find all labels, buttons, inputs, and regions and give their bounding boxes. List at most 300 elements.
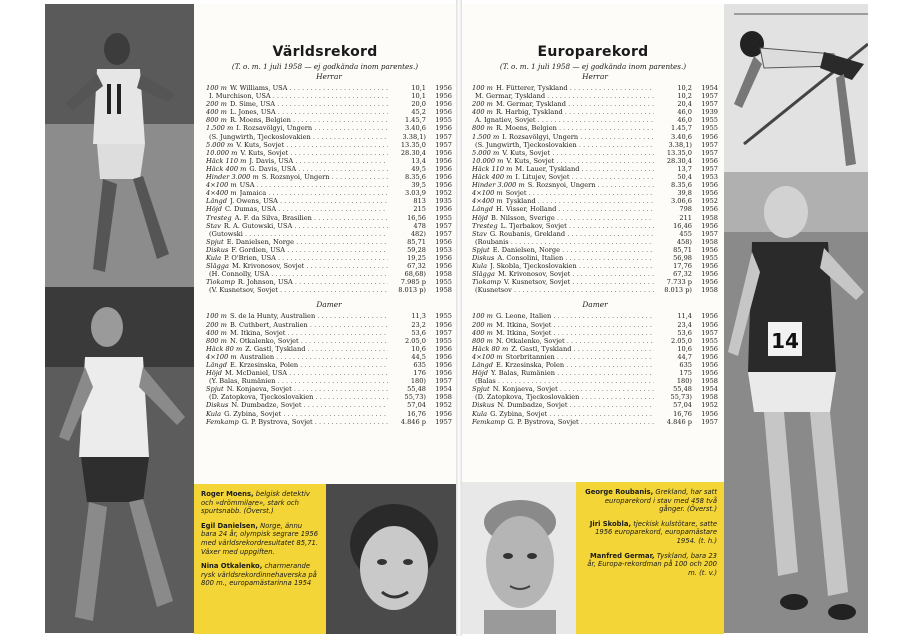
world-women-record-result: 4.846 p <box>400 417 426 426</box>
world-men-record-holder: (H. Connolly, USA . . . <box>209 270 388 278</box>
europe-men-record-holder: M. Krivonosov, Sovjet . . . <box>498 270 654 278</box>
europe-women-record-holder: (Balas . . . <box>475 377 654 385</box>
world-women-record-year: 1958 <box>435 393 452 402</box>
world-men-record-row <box>206 181 452 189</box>
world-men-record-year: 1956 <box>435 205 452 214</box>
europe-women-record-row <box>472 337 718 345</box>
world-men-record-year: 1957 <box>435 229 452 238</box>
world-men-record-holder: P. O'Brien, USA . . . <box>224 254 388 262</box>
world-men-record-year: 1957 <box>435 140 452 149</box>
world-women-record-year: 1957 <box>435 377 452 386</box>
europe-women-heading: Damer <box>582 300 608 310</box>
europe-men-record-result: 455 <box>679 229 692 238</box>
world-men-record-event: Tresteg <box>206 213 232 222</box>
europe-women-record-year: 1956 <box>701 344 718 353</box>
world-men-record-row <box>206 84 452 92</box>
world-men-record-event: 4×400 m <box>206 189 237 198</box>
world-women-record-result: 16,76 <box>407 409 426 418</box>
world-men-record-result: 39,5 <box>411 181 426 190</box>
world-men-record-holder: F. Gordien, USA . . . <box>231 246 388 254</box>
world-men-record-row <box>206 108 452 116</box>
europe-men-record-holder: V. Kuts, Sovjet . . . <box>502 149 654 157</box>
europe-women-record-event: 800 m <box>472 336 493 345</box>
world-men-record-holder: W. Williams, USA . . . <box>230 84 388 92</box>
europe-men-record-event: Hinder 3.000 m <box>472 181 525 190</box>
world-men-record-holder: R. Johnson, USA . . . <box>238 278 388 286</box>
europe-men-record-result: 46,0 <box>677 108 692 117</box>
europe-men-record-result: 67,32 <box>673 270 692 279</box>
world-men-record-result: 813 <box>413 197 426 206</box>
right-captions <box>576 482 724 634</box>
world-men-record-result: 19,25 <box>407 253 426 262</box>
europe-women-record-row <box>472 369 718 377</box>
world-men-record-result: 1.45,7 <box>405 116 426 125</box>
world-men-record-event: 5.000 m <box>206 140 234 149</box>
europe-men-record-holder: M. Germar, Tyskland . . . <box>475 92 654 100</box>
world-men-record-year: 1956 <box>435 92 452 101</box>
world-men-record-result: 13,4 <box>411 156 426 165</box>
europe-men-record-year: 1957 <box>701 164 718 173</box>
europe-men-record-row <box>472 165 718 173</box>
world-men-record-holder: (V. Kusnetsov, Sovjet . . . <box>209 286 388 294</box>
europe-men-record-year: 1956 <box>701 270 718 279</box>
world-men-record-holder: V. Kuts, Sovjet . . . <box>236 141 388 149</box>
world-men-record-result: 10,1 <box>411 84 426 92</box>
world-women-record-holder: G. Zybina, Sovjet . . . <box>224 410 388 418</box>
world-men-record-row <box>206 246 452 254</box>
world-men-record-result: 16,56 <box>407 213 426 222</box>
world-men-record-row <box>206 222 452 230</box>
world-men-record-event: 800 m <box>206 116 227 125</box>
left-captions <box>194 484 326 634</box>
europe-women-record-year: 1952 <box>701 401 718 410</box>
world-women-record-result: 180) <box>410 377 426 386</box>
europe-women-record-result: 10,6 <box>677 344 692 353</box>
world-women-record-result: 23,2 <box>411 320 426 329</box>
europe-women-record-result: 53,6 <box>677 328 692 337</box>
europe-men-record-result: 3.40,6 <box>671 132 692 141</box>
europe-men-record-result: 28.30,4 <box>666 156 692 165</box>
world-men-record-year: 1952 <box>435 189 452 198</box>
europe-women-record-holder: (D. Zatopkova, Tjeckoslovakien . . . <box>475 393 654 401</box>
europe-women-record-holder: G. P. Bystrova, Sovjet . . . <box>508 418 654 426</box>
europe-men-record-holder: (Roubanis . . . <box>475 238 654 246</box>
world-women-record-row <box>206 329 452 337</box>
world-men-record-result: 3.03,9 <box>405 189 426 198</box>
world-women-record-event: 400 m <box>206 328 227 337</box>
europe-men-record-year: 1956 <box>701 132 718 141</box>
world-records-panel <box>194 4 456 484</box>
world-men-record-holder: Jamaica . . . <box>240 189 388 197</box>
world-men-record-holder: (S. Jungwirth, Tjeckoslovakien . . . <box>209 133 388 141</box>
europe-men-record-year: 1956 <box>701 156 718 165</box>
europe-men-record-result: 17,76 <box>673 262 692 271</box>
world-men-record-row <box>206 286 452 294</box>
europe-men-record-year: 1956 <box>701 181 718 190</box>
europe-women-record-result: 44,7 <box>677 352 692 361</box>
world-men-record-row <box>206 92 452 100</box>
world-men-record-row <box>206 189 452 197</box>
world-women-record-year: 1956 <box>435 352 452 361</box>
world-men-record-row <box>206 270 452 278</box>
world-men-record-row <box>206 100 452 108</box>
world-men-record-holder: S. Rozsnyoi, Ungern . . . <box>262 173 388 181</box>
world-women-record-year: 1955 <box>435 312 452 321</box>
world-women-record-result: 10,6 <box>411 344 426 353</box>
world-men-record-holder: D. Sime, USA . . . <box>230 100 388 108</box>
european-records-table <box>472 70 718 426</box>
europe-women-record-result: 16,76 <box>673 409 692 418</box>
world-men-record-result: 49,5 <box>411 164 426 173</box>
europe-women-record-year: 1954 <box>701 385 718 394</box>
world-men-record-event: Tiokamp <box>206 278 235 287</box>
world-men-record-event: 10.000 m <box>206 148 238 157</box>
world-women-record-row <box>206 385 452 393</box>
europe-men-record-result: 458) <box>676 237 692 246</box>
europe-men-record-year: 1955 <box>701 124 718 133</box>
world-men-record-result: 85,71 <box>407 237 426 246</box>
world-men-record-result: 28.30,4 <box>400 148 426 157</box>
europe-men-record-result: 8.35,6 <box>671 181 692 190</box>
world-men-record-event: 4×100 m <box>206 181 237 190</box>
europe-women-record-year: 1956 <box>701 369 718 378</box>
europe-men-record-holder: (S. Jungwirth, Tjeckoslovakien . . . <box>475 141 654 149</box>
world-women-record-row <box>206 321 452 329</box>
world-men-record-row <box>206 278 452 286</box>
europe-men-record-event: Spjut <box>472 245 490 254</box>
world-men-record-result: 67,32 <box>407 262 426 271</box>
europe-men-record-result: 8.013 p) <box>664 286 692 295</box>
europe-men-record-row <box>472 124 718 132</box>
world-women-record-result: 55,48 <box>407 385 426 394</box>
world-men-record-holder: C. Dumas, USA . . . <box>225 205 388 213</box>
europe-women-record-event: Kula <box>472 409 488 418</box>
europe-women-record-holder: N. Otkalenko, Sovjet . . . <box>496 337 654 345</box>
europe-men-record-holder: A. Consolini, Italien . . . <box>497 254 654 262</box>
europe-men-record-result: 20,4 <box>677 100 692 109</box>
europe-men-record-year: 1956 <box>701 189 718 198</box>
world-men-record-row <box>206 173 452 181</box>
europe-women-record-event: 100 m <box>472 312 493 321</box>
europe-men-record-row <box>472 262 718 270</box>
world-women-record-year: 1957 <box>435 417 452 426</box>
europe-men-record-result: 3.06,6 <box>671 197 692 206</box>
world-women-record-row <box>206 369 452 377</box>
europe-men-record-holder: E. Danielsen, Norge . . . <box>493 246 654 254</box>
europe-men-record-event: 400 m <box>472 108 493 117</box>
europe-men-record-year: 1956 <box>701 205 718 214</box>
europe-men-record-holder: Sovjet . . . <box>506 189 654 197</box>
europe-women-record-year: 1956 <box>701 409 718 418</box>
europe-men-record-result: 50,4 <box>677 173 692 182</box>
europe-men-heading: Herrar <box>582 72 608 81</box>
europe-men-record-year: 1957 <box>701 92 718 101</box>
world-women-record-year: 1957 <box>435 328 452 337</box>
world-records-subtitle: (T. o. m. 1 juli 1958 — ej godkända inom parentes.) <box>231 62 419 71</box>
europe-men-record-holder: A. Ignatiev, Sovjet . . . <box>475 116 654 124</box>
european-records-panel <box>462 4 724 482</box>
world-women-record-holder: Z. Gastl, Tyskland . . . <box>245 345 388 353</box>
world-women-record-holder: M. Itkina, Sovjet . . . <box>230 329 388 337</box>
europe-men-record-result: 3.38,1) <box>668 140 692 149</box>
europe-women-record-event: 400 m <box>472 328 493 337</box>
world-women-record-holder: S. de la Hunty, Australien . . . <box>230 312 388 320</box>
world-women-record-event: Häck 80 m <box>206 344 243 353</box>
europe-men-record-result: 10,2 <box>677 92 692 101</box>
europe-men-record-event: 800 m <box>472 124 493 133</box>
europe-men-record-row <box>472 189 718 197</box>
world-men-record-year: 1956 <box>435 181 452 190</box>
europe-women-record-holder: M. Itkina, Sovjet . . . <box>496 321 654 329</box>
europe-men-record-row <box>472 278 718 286</box>
europe-men-record-holder: V. Kuts, Sovjet . . . <box>506 157 654 165</box>
europe-men-record-row <box>472 116 718 124</box>
europe-men-record-result: 85,71 <box>673 245 692 254</box>
europe-women-record-event: Häck 80 m <box>472 344 509 353</box>
europe-women-record-row <box>472 410 718 418</box>
world-men-record-year: 1956 <box>435 262 452 271</box>
europe-men-record-event: 200 m <box>472 100 493 109</box>
europe-men-record-row <box>472 84 718 92</box>
world-men-record-holder: USA . . . <box>240 181 388 189</box>
world-women-heading: Damer <box>316 300 342 310</box>
europe-women-record-result: 55,48 <box>673 385 692 394</box>
europe-men-record-holder: L. Tjerbakov, Sovjet . . . <box>501 222 654 230</box>
europe-women-record-holder: M. Itkina, Sovjet . . . <box>496 329 654 337</box>
world-men-record-year: 1935 <box>435 197 452 206</box>
world-records-title: Världsrekord <box>272 44 378 60</box>
world-men-record-result: 20,0 <box>411 100 426 109</box>
world-women-record-result: 44,5 <box>411 352 426 361</box>
world-women-record-event: Längd <box>206 361 227 369</box>
world-men-record-year: 1956 <box>435 124 452 133</box>
europe-men-record-row <box>472 108 718 116</box>
caption-otkalenko: Nina Otkalenko, charmerande rysk världsrekordinnehaverska på 800 m., europamästarinna 1954 <box>201 562 317 588</box>
world-women-record-event: Kula <box>206 409 222 418</box>
europe-men-record-year: 1955 <box>701 116 718 125</box>
europe-women-record-year: 1956 <box>701 320 718 329</box>
world-women-record-row <box>206 337 452 345</box>
europe-men-record-holder: S. Rozsnyoi, Ungern . . . <box>528 181 654 189</box>
world-men-record-holder: J. Owens, USA . . . <box>230 197 388 205</box>
world-women-record-year: 1956 <box>435 361 452 369</box>
europe-men-record-result: 56,98 <box>673 253 692 262</box>
europe-women-record-holder: Storbritannien . . . <box>506 353 654 361</box>
europe-men-record-row <box>472 181 718 189</box>
world-men-record-holder: I. Murchison, USA . . . <box>209 92 388 100</box>
world-men-record-row <box>206 141 452 149</box>
world-men-record-result: 10,1 <box>411 92 426 101</box>
world-women-record-holder: N. Otkalenko, Sovjet . . . <box>230 337 388 345</box>
europe-men-record-event: Höjd <box>472 213 488 222</box>
europe-men-record-year: 1956 <box>701 245 718 254</box>
world-men-record-year: 1957 <box>435 221 452 230</box>
world-men-record-row <box>206 262 452 270</box>
europe-men-record-result: 13,7 <box>677 164 692 173</box>
europe-men-record-row <box>472 92 718 100</box>
europe-men-record-result: 7.733 p <box>666 278 692 287</box>
europe-men-record-holder: J. Skobla, Tjeckoslovakien . . . <box>490 262 654 270</box>
europe-women-record-result: 4.846 p <box>666 417 692 426</box>
world-men-record-result: 3.40,6 <box>405 124 426 133</box>
world-men-record-event: 400 m <box>206 108 227 117</box>
world-men-record-row <box>206 230 452 238</box>
world-men-record-year: 1956 <box>435 237 452 246</box>
world-men-record-event: 1.500 m <box>206 124 234 133</box>
world-men-record-event: Stav <box>206 221 221 230</box>
europe-women-record-holder: N. Konjaeva, Sovjet . . . <box>493 385 654 393</box>
europe-men-record-event: 1.500 m <box>472 132 500 141</box>
europe-women-record-event: Diskus <box>472 401 495 410</box>
europe-men-record-holder: M. Lauer, Tyskland . . . <box>515 165 654 173</box>
world-women-record-holder: (Y. Balas, Rumänien . . . <box>209 377 388 385</box>
world-men-record-year: 1956 <box>435 173 452 182</box>
europe-men-record-result: 10,2 <box>677 84 692 92</box>
world-women-record-row <box>206 353 452 361</box>
european-records-title: Europarekord <box>537 44 649 60</box>
world-men-record-year: 1956 <box>435 84 452 92</box>
world-men-record-year: 1956 <box>435 108 452 117</box>
world-women-record-holder: M. McDaniel, USA . . . <box>225 369 388 377</box>
europe-women-record-year: 1956 <box>701 361 718 369</box>
europe-men-record-holder: I. Rozsavölgyi, Ungern . . . <box>502 133 654 141</box>
europe-women-record-year: 1956 <box>701 352 718 361</box>
world-women-record-event: 800 m <box>206 336 227 345</box>
europe-men-record-year: 1952 <box>701 197 718 206</box>
europe-women-record-holder: G. Zybina, Sovjet . . . <box>490 410 654 418</box>
world-women-record-result: 2.05,0 <box>405 336 426 345</box>
world-men-record-year: 1955 <box>435 213 452 222</box>
world-men-record-result: 7.985 p <box>400 278 426 287</box>
europe-men-record-event: Häck 400 m <box>472 173 513 182</box>
caption-skobla: Jiri Skobla, tjeckisk kulstötare, satte 1956 europarekord, europamästare 1954. (t. h.) <box>589 519 717 545</box>
europe-women-record-result: 11,4 <box>677 312 692 321</box>
europe-women-record-event: Femkamp <box>472 417 505 426</box>
world-women-record-event: Höjd <box>206 369 222 378</box>
world-men-record-result: 482) <box>410 229 426 238</box>
europe-women-record-event: 4×100 m <box>472 352 503 361</box>
europe-men-record-holder: H. Visser, Holland . . . <box>496 205 654 213</box>
europe-women-record-holder: G. Leone, Italien . . . <box>496 312 654 320</box>
world-men-record-year: 1957 <box>435 132 452 141</box>
europe-men-record-year: 1957 <box>701 100 718 109</box>
world-women-record-holder: G. P. Bystrova, Sovjet . . . <box>242 418 388 426</box>
europe-men-record-holder: V. Kusnetsov, Sovjet . . . <box>504 278 654 286</box>
world-women-record-holder: (D. Zatopkova, Tjeckoslovakien . . . <box>209 393 388 401</box>
world-men-record-holder: M. Krivonosov, Sovjet . . . <box>232 262 388 270</box>
europe-men-record-year: 1956 <box>701 221 718 230</box>
europe-men-record-year: 1956 <box>701 262 718 271</box>
world-women-record-holder: Australien . . . <box>240 353 388 361</box>
europe-men-record-holder: R. Harbig, Tyskland . . . <box>496 108 654 116</box>
europe-men-record-holder: Tyskland . . . <box>506 197 654 205</box>
europe-men-record-row <box>472 246 718 254</box>
world-men-record-event: Diskus <box>206 245 229 254</box>
europe-men-record-row <box>472 205 718 213</box>
world-men-record-result: 8.013 p) <box>398 286 426 295</box>
europe-women-record-year: 1955 <box>701 336 718 345</box>
world-men-record-row <box>206 238 452 246</box>
europe-men-record-row <box>472 173 718 181</box>
world-men-record-event: Slägga <box>206 262 229 271</box>
europe-women-record-year: 1957 <box>701 417 718 426</box>
caption-germar: Manfred Germar, Tyskland, bara 23 år, Europa-rekordman på 100 och 200 m. (t. v.) <box>587 551 717 577</box>
world-women-record-row <box>206 361 452 369</box>
world-women-record-holder: B. Cuthbert, Australien . . . <box>230 321 388 329</box>
europe-men-record-year: 1957 <box>701 229 718 238</box>
world-men-record-holder: R. A. Gutowski, USA . . . <box>224 222 388 230</box>
world-women-record-event: 200 m <box>206 320 227 329</box>
europe-men-record-row <box>472 141 718 149</box>
world-men-record-holder: R. Moens, Belgien . . . <box>230 116 388 124</box>
world-men-record-event: Höjd <box>206 205 222 214</box>
europe-women-record-event: 200 m <box>472 320 493 329</box>
europe-men-record-year: 1957 <box>701 148 718 157</box>
world-men-record-year: 1958 <box>435 270 452 279</box>
europe-women-record-row <box>472 377 718 385</box>
europe-men-record-row <box>472 133 718 141</box>
world-men-record-holder: A. F. da Silva, Brasilien . . . <box>235 214 388 222</box>
world-men-record-event: Hinder 3.000 m <box>206 173 259 182</box>
world-men-record-result: 215 <box>413 205 426 214</box>
europe-men-record-row <box>472 286 718 294</box>
world-men-record-year: 1956 <box>435 156 452 165</box>
world-men-record-year: 1955 <box>435 116 452 125</box>
world-men-record-result: 59,28 <box>407 245 426 254</box>
europe-men-record-event: Kula <box>472 262 488 271</box>
world-women-record-year: 1955 <box>435 336 452 345</box>
europe-women-record-result: 55,73) <box>670 393 692 402</box>
europe-men-record-result: 13.35,0 <box>666 148 692 157</box>
europe-women-record-result: 635 <box>679 361 692 369</box>
europe-women-record-row <box>472 345 718 353</box>
photo-polevault-roubanis <box>724 4 868 172</box>
europe-women-record-row <box>472 385 718 393</box>
europe-men-record-row <box>472 230 718 238</box>
photo-portrait-otkalenko <box>326 484 456 634</box>
world-women-record-year: 1956 <box>435 369 452 378</box>
europe-men-record-event: Tiokamp <box>472 278 501 287</box>
world-men-record-year: 1955 <box>435 278 452 287</box>
europe-men-record-result: 16,46 <box>673 221 692 230</box>
europe-men-record-row <box>472 157 718 165</box>
world-men-record-event: Häck 110 m <box>206 156 247 165</box>
europe-women-record-year: 1957 <box>701 328 718 337</box>
world-women-record-row <box>206 401 452 409</box>
world-women-record-year: 1952 <box>435 401 452 410</box>
europe-women-record-holder: Y. Balas, Rumänien . . . <box>491 369 654 377</box>
europe-women-record-row <box>472 401 718 409</box>
world-men-record-row <box>206 157 452 165</box>
photo-shotput-skobla <box>724 172 868 633</box>
europe-men-record-event: 4×100 m <box>472 189 503 198</box>
photo-runner-moens <box>45 4 194 287</box>
europe-women-record-result: 57,04 <box>673 401 692 410</box>
europe-men-record-holder: (Kusnetsov . . . <box>475 286 654 294</box>
world-men-record-holder: (Gutowski . . . <box>209 230 388 238</box>
world-records-table <box>206 70 452 426</box>
europe-men-record-result: 39,8 <box>677 189 692 198</box>
europe-men-record-holder: H. Fütterer, Tyskland . . . <box>496 84 654 92</box>
world-women-record-result: 635 <box>413 361 426 369</box>
europe-women-record-year: 1958 <box>701 377 718 386</box>
world-women-record-event: Diskus <box>206 401 229 410</box>
world-men-record-year: 1953 <box>435 245 452 254</box>
europe-men-record-holder: R. Moens, Belgien . . . <box>496 124 654 132</box>
europe-women-record-event: Spjut <box>472 385 490 394</box>
world-men-record-holder: V. Kuts, Sovjet . . . <box>240 149 388 157</box>
world-women-record-event: 4×100 m <box>206 352 237 361</box>
